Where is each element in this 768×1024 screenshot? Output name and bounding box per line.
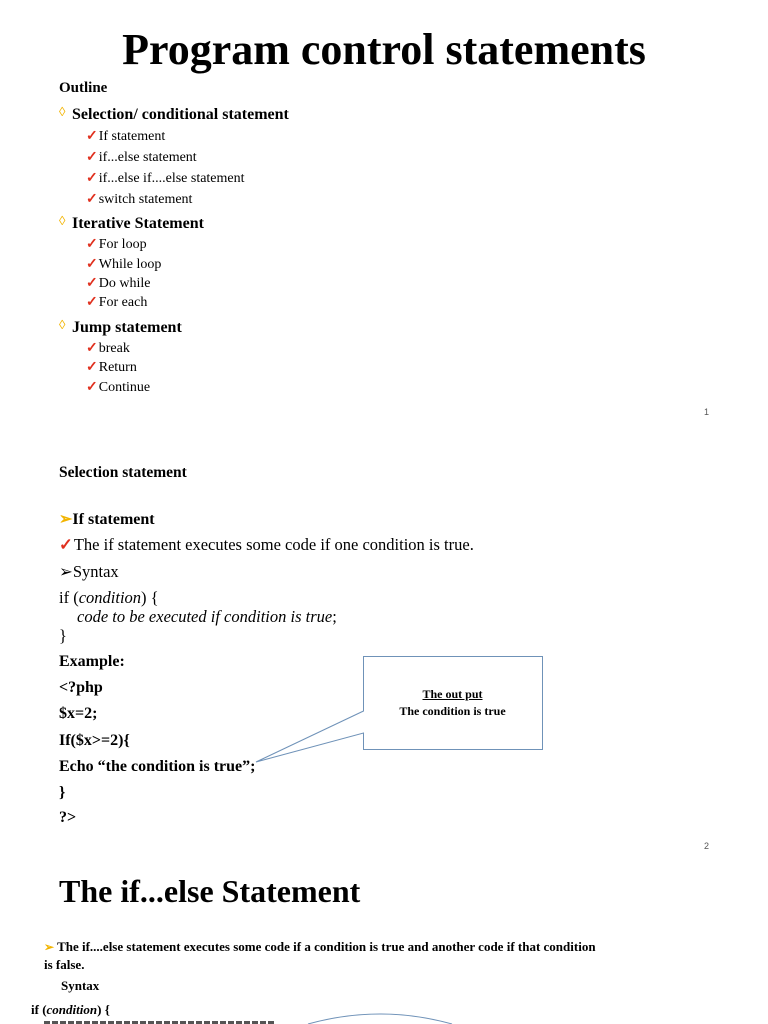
ifelse-description: ➢ The if....else statement executes some code if a condition is true and another code if that condition is false.: [44, 939, 596, 972]
check-icon: ✓: [86, 129, 98, 144]
diamond-bullet-icon: ◊: [59, 317, 66, 332]
cutoff-text: [44, 1019, 274, 1024]
check-icon: ✓: [86, 276, 98, 291]
outline-item: ✓if...else if....else statement: [86, 171, 245, 186]
arrow-bullet-icon: ➢: [59, 511, 73, 528]
syntax-line-close: }: [59, 626, 67, 645]
outline-item: ✓Do while: [86, 276, 151, 291]
check-icon: ✓: [86, 380, 98, 395]
diamond-bullet-icon: ◊: [59, 104, 66, 119]
arrow-bullet-icon: ➢: [59, 562, 73, 581]
subheading-if: ➢If statement: [59, 511, 155, 528]
callout-text: [363, 686, 542, 720]
page-number: 2: [704, 841, 710, 851]
callout-output: The condition is true: [399, 704, 506, 718]
if-description: ✓The if statement executes some code if one condition is true.: [59, 535, 474, 554]
code-line: Echo “the condition is true”;: [59, 758, 256, 775]
section-heading-selection: Selection/ conditional statement: [72, 106, 289, 123]
page-number: 1: [704, 407, 710, 417]
page-heading: The if...else Statement: [59, 873, 361, 909]
check-icon: ✓: [86, 360, 98, 375]
arrow-bullet-icon: ➢: [44, 940, 58, 954]
outline-item: ✓For loop: [86, 237, 147, 252]
example-label: Example:: [59, 653, 125, 670]
section-heading-iterative: Iterative Statement: [72, 215, 204, 232]
check-icon: ✓: [86, 237, 98, 252]
syntax-line-body: code to be executed if condition is true;: [77, 607, 337, 626]
syntax-line-open: if (condition) {: [59, 588, 159, 607]
code-line: $x=2;: [59, 705, 98, 722]
outline-item: ✓Continue: [86, 380, 151, 395]
outline-item: ✓While loop: [86, 257, 162, 272]
check-icon: ✓: [59, 535, 73, 554]
outline-item: ✓break: [86, 341, 130, 356]
outline-item: ✓Return: [86, 360, 137, 375]
section-heading: Selection statement: [59, 464, 187, 481]
code-line: If($x>=2){: [59, 732, 130, 749]
code-line: ?>: [59, 809, 77, 826]
syntax-line-open: if (condition) {: [31, 1002, 110, 1017]
diamond-bullet-icon: ◊: [59, 213, 66, 228]
outline-item: ✓For each: [86, 295, 148, 310]
check-icon: ✓: [86, 171, 98, 186]
page-title: Program control statements: [122, 25, 646, 74]
check-icon: ✓: [86, 341, 98, 356]
outline-item: ✓If statement: [86, 129, 166, 144]
callout-title: The out put: [422, 687, 483, 701]
syntax-label: Syntax: [61, 978, 100, 993]
check-icon: ✓: [86, 150, 98, 165]
check-icon: ✓: [86, 295, 98, 310]
code-line: }: [59, 784, 66, 801]
syntax-label: ➢Syntax: [59, 562, 119, 581]
check-icon: ✓: [86, 257, 98, 272]
check-icon: ✓: [86, 192, 98, 207]
outline-label: Outline: [59, 80, 108, 96]
section-heading-jump: Jump statement: [72, 319, 182, 336]
outline-item: ✓switch statement: [86, 192, 193, 207]
oval-callout-shape: [300, 1010, 460, 1024]
code-line: <?php: [59, 679, 103, 696]
outline-item: ✓if...else statement: [86, 150, 197, 165]
